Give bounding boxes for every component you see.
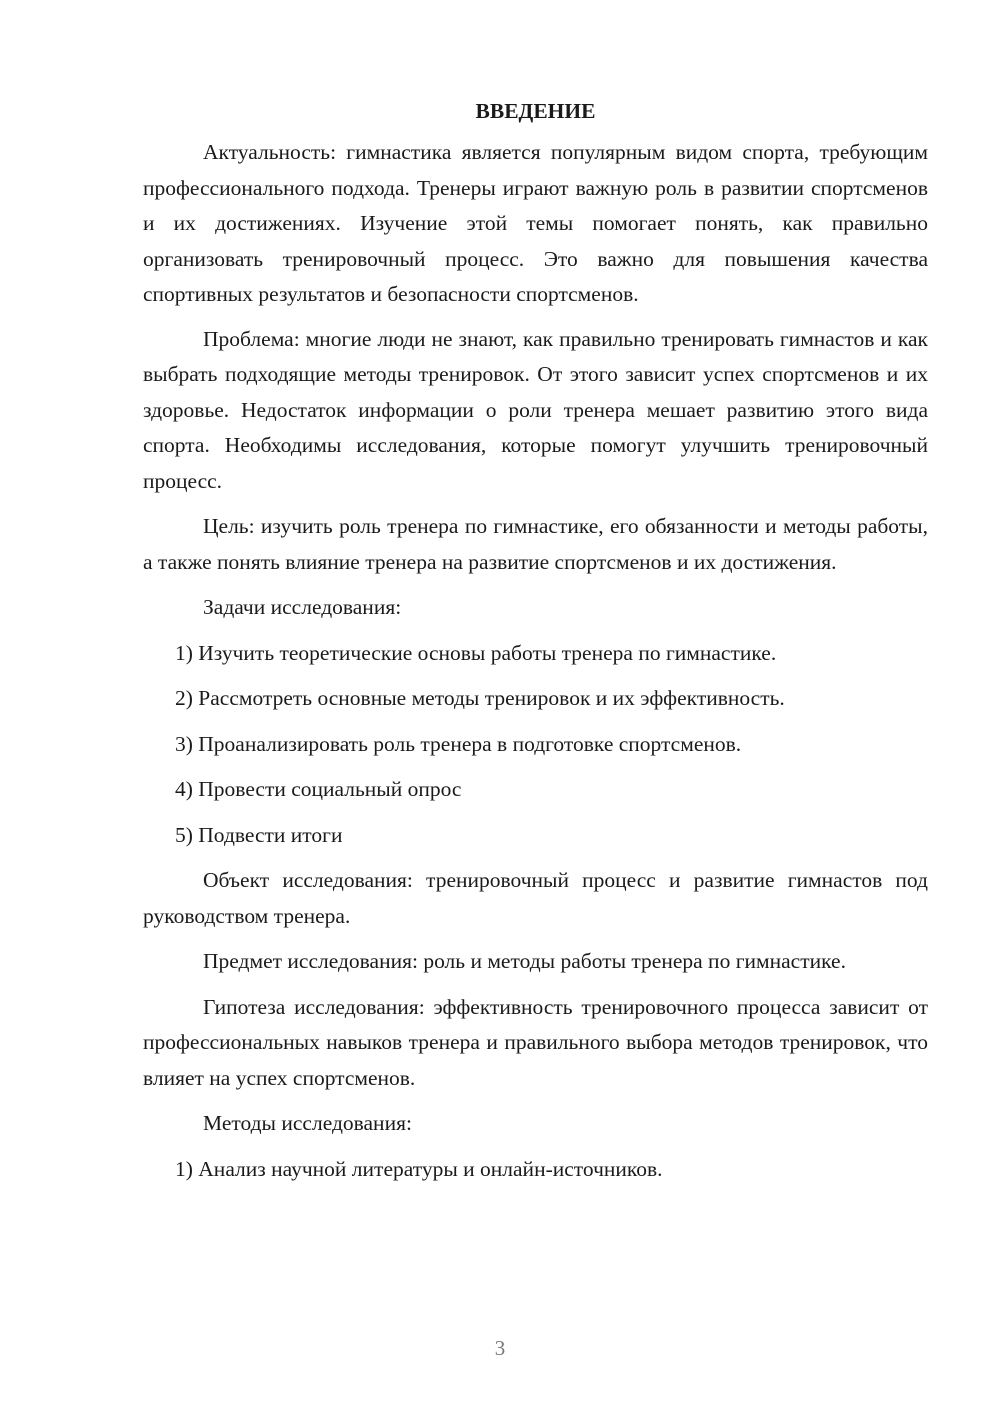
tasks-heading: Задачи исследования: <box>203 595 402 619</box>
section-title: ВВЕДЕНИЕ <box>475 99 596 123</box>
problem-paragraph: Проблема: многие люди не знают, как правильно тренировать гимнастов и как выбрать подходящие методы тренировок. От этого зависит успех спортсменов и их здоровье. Недостаток информации о роли тренера мешает развитию этого вида спорта. Необходимы исследования, которые помогут улучшить тренировочный процесс. <box>143 326 928 493</box>
task-item: 1) Изучить теоретические основы работы тренера по гимнастике. <box>175 640 777 665</box>
goal-paragraph: Цель: изучить роль тренера по гимнастике, его обязанности и методы работы, а также понять влияние тренера на развитие спортсменов и их достижения. <box>143 514 928 574</box>
page-number: 3 <box>494 1336 506 1360</box>
task-item: 3) Проанализировать роль тренера в подготовке спортсменов. <box>175 731 742 756</box>
task-item: 5) Подвести итоги <box>175 822 343 847</box>
relevance-paragraph: Актуальность: гимнастика является популярным видом спорта, требующим профессионального подхода. Тренеры играют важную роль в развитии спортсменов и их достижениях. Изучение этой темы помогает понять, как правильно организовать тренировочный процесс. Это важно для повышения качества спортивных результатов и безопасности спортсменов. <box>143 140 928 306</box>
task-item: 4) Провести социальный опрос <box>175 777 462 801</box>
task-item: 2) Рассмотреть основные методы тренировок и их эффективность. <box>175 686 785 710</box>
methods-heading: Методы исследования: <box>203 1111 412 1135</box>
hypothesis-paragraph: Гипотеза исследования: эффективность тренировочного процесса зависит от профессиональных навыков тренера и правильного выбора методов тренировок, что влияет на успех спортсменов. <box>143 994 928 1090</box>
method-item: 1) Анализ научной литературы и онлайн-источников. <box>175 1156 663 1181</box>
subject-paragraph: Предмет исследования: роль и методы работы тренера по гимнастике. <box>203 949 846 973</box>
object-paragraph: Объект исследования: тренировочный процесс и развитие гимнастов под руководством тренера. <box>143 868 928 928</box>
document-page <box>143 96 928 1197</box>
